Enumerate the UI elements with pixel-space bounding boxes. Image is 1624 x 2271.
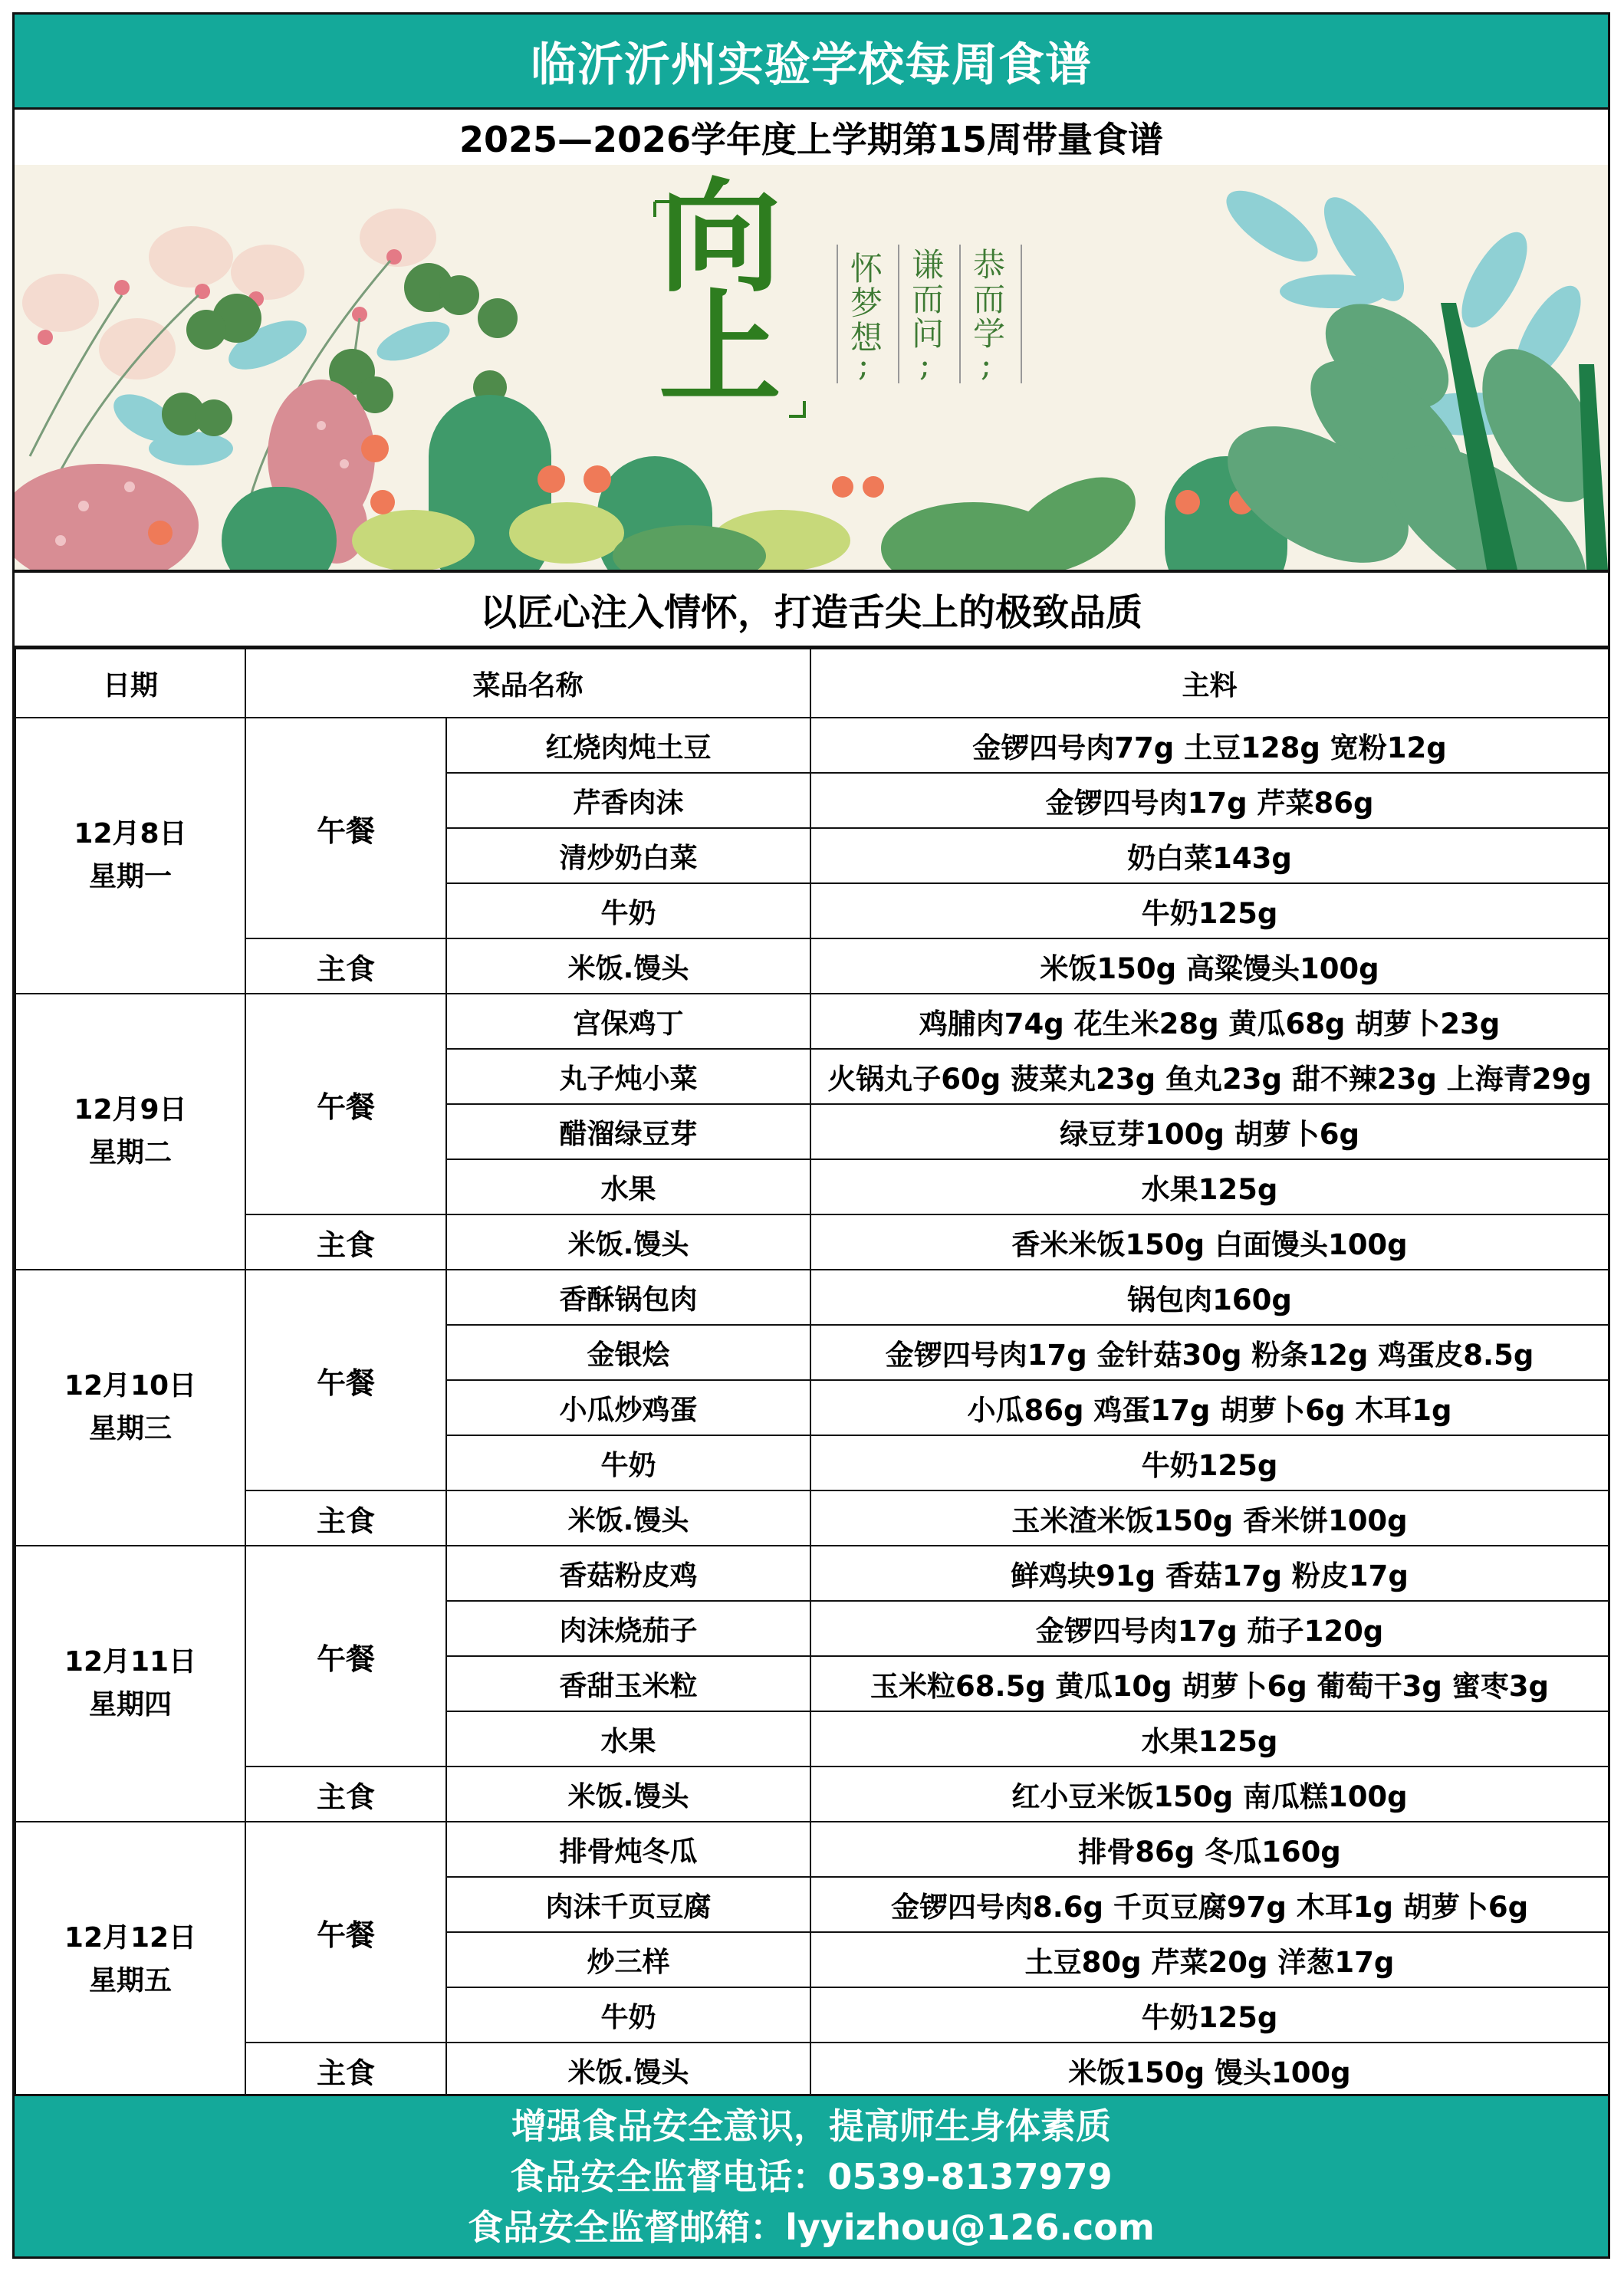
dish-ingredients: 火锅丸子60g 菠菜丸23g 鱼丸23g 甜不辣23g 上海青29g	[810, 1049, 1609, 1104]
meal-staple-label: 主食	[245, 1490, 446, 1546]
table-row	[15, 2043, 1609, 2098]
svg-text:而: 而	[973, 281, 1006, 318]
meal-staple-label: 主食	[245, 2043, 446, 2098]
footer-email: 食品安全监督邮箱：lyyizhou@126.com	[468, 2206, 1155, 2248]
table-row	[15, 1822, 1609, 1877]
table-row	[15, 1767, 1609, 1822]
dish-ingredients: 排骨86g 冬瓜160g	[810, 1822, 1609, 1877]
svg-text:谦: 谦	[912, 246, 945, 284]
footer-safety-motto: 增强食品安全意识，提高师生身体素质	[511, 2105, 1111, 2147]
dish-ingredients: 牛奶125g	[810, 1987, 1609, 2043]
dish-ingredients: 鲜鸡块91g 香菇17g 粉皮17g	[810, 1546, 1609, 1601]
svg-text:学: 学	[973, 315, 1006, 353]
footer	[15, 2094, 1608, 2256]
staple-ingredients: 玉米渣米饭150g 香米饼100g	[810, 1490, 1609, 1546]
dish-ingredients: 锅包肉160g	[810, 1270, 1609, 1325]
dish-name: 水果	[446, 1159, 810, 1214]
dish-ingredients: 鸡脯肉74g 花生米28g 黄瓜68g 胡萝卜23g	[810, 994, 1609, 1049]
svg-text:向: 向	[659, 166, 782, 309]
date-cell	[15, 994, 245, 1270]
svg-text:恭: 恭	[973, 246, 1006, 284]
table-row	[15, 1214, 1609, 1270]
staple-name: 米饭.馒头	[446, 1767, 810, 1822]
header-date: 日期	[15, 649, 245, 718]
dish-name: 香酥锅包肉	[446, 1270, 810, 1325]
dish-name: 牛奶	[446, 1435, 810, 1490]
dish-name: 肉沫千页豆腐	[446, 1877, 810, 1932]
staple-name: 米饭.馒头	[446, 1214, 810, 1270]
meal-lunch-label: 午餐	[245, 718, 446, 938]
staple-name: 米饭.馒头	[446, 938, 810, 994]
staple-ingredients: 米饭150g 馒头100g	[810, 2043, 1609, 2098]
table-row	[15, 994, 1609, 1049]
header-ingredients: 主料	[810, 649, 1609, 718]
meal-lunch-label: 午餐	[245, 994, 446, 1214]
dish-name: 醋溜绿豆芽	[446, 1104, 810, 1159]
dish-ingredients: 金锣四号肉77g 土豆128g 宽粉12g	[810, 718, 1609, 773]
meal-lunch-label: 午餐	[245, 1822, 446, 2043]
date-label: 12月8日	[74, 818, 187, 850]
weekday-label: 星期三	[88, 1413, 172, 1444]
dish-name: 金银烩	[446, 1325, 810, 1380]
footer-hotline: 食品安全监督电话：0539-8137979	[510, 2155, 1113, 2197]
table-header-row	[15, 649, 1609, 718]
staple-ingredients: 香米米饭150g 白面馒头100g	[810, 1214, 1609, 1270]
svg-text:;: ;	[981, 346, 992, 383]
staple-ingredients: 红小豆米饭150g 南瓜糕100g	[810, 1767, 1609, 1822]
dish-ingredients: 牛奶125g	[810, 1435, 1609, 1490]
svg-text:上: 上	[659, 277, 782, 420]
banner-illustration	[15, 165, 1608, 573]
dish-ingredients: 金锣四号肉17g 茄子120g	[810, 1601, 1609, 1656]
dish-name: 炒三样	[446, 1932, 810, 1987]
svg-text:梦: 梦	[850, 284, 883, 322]
dish-name: 牛奶	[446, 1987, 810, 2043]
banner-calligraphy	[655, 166, 804, 420]
meal-staple-label: 主食	[245, 1767, 446, 1822]
date-label: 12月9日	[74, 1094, 187, 1126]
meal-lunch-label: 午餐	[245, 1546, 446, 1767]
page-title: 临沂沂州实验学校每周食谱	[15, 15, 1608, 110]
page-subtitle: 2025—2026学年度上学期第15周带量食谱	[15, 110, 1608, 165]
date-cell	[15, 1822, 245, 2098]
table-row	[15, 1546, 1609, 1601]
dish-ingredients: 金锣四号肉8.6g 千页豆腐97g 木耳1g 胡萝卜6g	[810, 1877, 1609, 1932]
svg-text:问: 问	[912, 315, 945, 353]
dish-name: 芹香肉沫	[446, 773, 810, 828]
dish-ingredients: 金锣四号肉17g 芹菜86g	[810, 773, 1609, 828]
header-dish: 菜品名称	[245, 649, 810, 718]
dish-name: 香甜玉米粒	[446, 1656, 810, 1711]
svg-text:而: 而	[912, 281, 945, 318]
menu-sheet	[12, 12, 1610, 2259]
dish-ingredients: 土豆80g 芹菜20g 洋葱17g	[810, 1932, 1609, 1987]
slogan: 以匠心注入情怀，打造舌尖上的极致品质	[15, 573, 1608, 648]
date-label: 12月12日	[64, 1922, 197, 1954]
dish-name: 丸子炖小菜	[446, 1049, 810, 1104]
staple-ingredients: 米饭150g 高粱馒头100g	[810, 938, 1609, 994]
dish-ingredients: 奶白菜143g	[810, 828, 1609, 883]
dish-name: 牛奶	[446, 883, 810, 938]
dish-name: 排骨炖冬瓜	[446, 1822, 810, 1877]
meal-staple-label: 主食	[245, 1214, 446, 1270]
dish-name: 红烧肉炖土豆	[446, 718, 810, 773]
date-cell	[15, 718, 245, 994]
dish-ingredients: 水果125g	[810, 1159, 1609, 1214]
date-label: 12月10日	[64, 1370, 197, 1402]
dish-name: 香菇粉皮鸡	[446, 1546, 810, 1601]
svg-text:想: 想	[850, 319, 883, 357]
table-row	[15, 718, 1609, 773]
floral-illustration	[15, 165, 1608, 570]
svg-text:;: ;	[919, 346, 931, 383]
dish-name: 水果	[446, 1711, 810, 1767]
dish-name: 肉沫烧茄子	[446, 1601, 810, 1656]
staple-name: 米饭.馒头	[446, 1490, 810, 1546]
dish-ingredients: 金锣四号肉17g 金针菇30g 粉条12g 鸡蛋皮8.5g	[810, 1325, 1609, 1380]
weekday-label: 星期一	[88, 861, 172, 892]
table-row	[15, 1490, 1609, 1546]
weekday-label: 星期四	[88, 1689, 172, 1721]
date-cell	[15, 1546, 245, 1822]
dish-name: 小瓜炒鸡蛋	[446, 1380, 810, 1435]
dish-ingredients: 水果125g	[810, 1711, 1609, 1767]
meal-staple-label: 主食	[245, 938, 446, 994]
date-cell	[15, 1270, 245, 1546]
dish-ingredients: 玉米粒68.5g 黄瓜10g 胡萝卜6g 葡萄干3g 蜜枣3g	[810, 1656, 1609, 1711]
dish-ingredients: 牛奶125g	[810, 883, 1609, 938]
dish-name: 清炒奶白菜	[446, 828, 810, 883]
svg-text:;: ;	[858, 346, 870, 383]
dish-ingredients: 小瓜86g 鸡蛋17g 胡萝卜6g 木耳1g	[810, 1380, 1609, 1435]
staple-name: 米饭.馒头	[446, 2043, 810, 2098]
weekly-menu-table	[15, 648, 1609, 2098]
weekday-label: 星期五	[88, 1965, 172, 1997]
meal-lunch-label: 午餐	[245, 1270, 446, 1490]
table-row	[15, 938, 1609, 994]
svg-text:怀: 怀	[850, 250, 883, 288]
table-row	[15, 1270, 1609, 1325]
dish-name: 宫保鸡丁	[446, 994, 810, 1049]
weekday-label: 星期二	[88, 1137, 172, 1168]
date-label: 12月11日	[64, 1646, 197, 1678]
dish-ingredients: 绿豆芽100g 胡萝卜6g	[810, 1104, 1609, 1159]
